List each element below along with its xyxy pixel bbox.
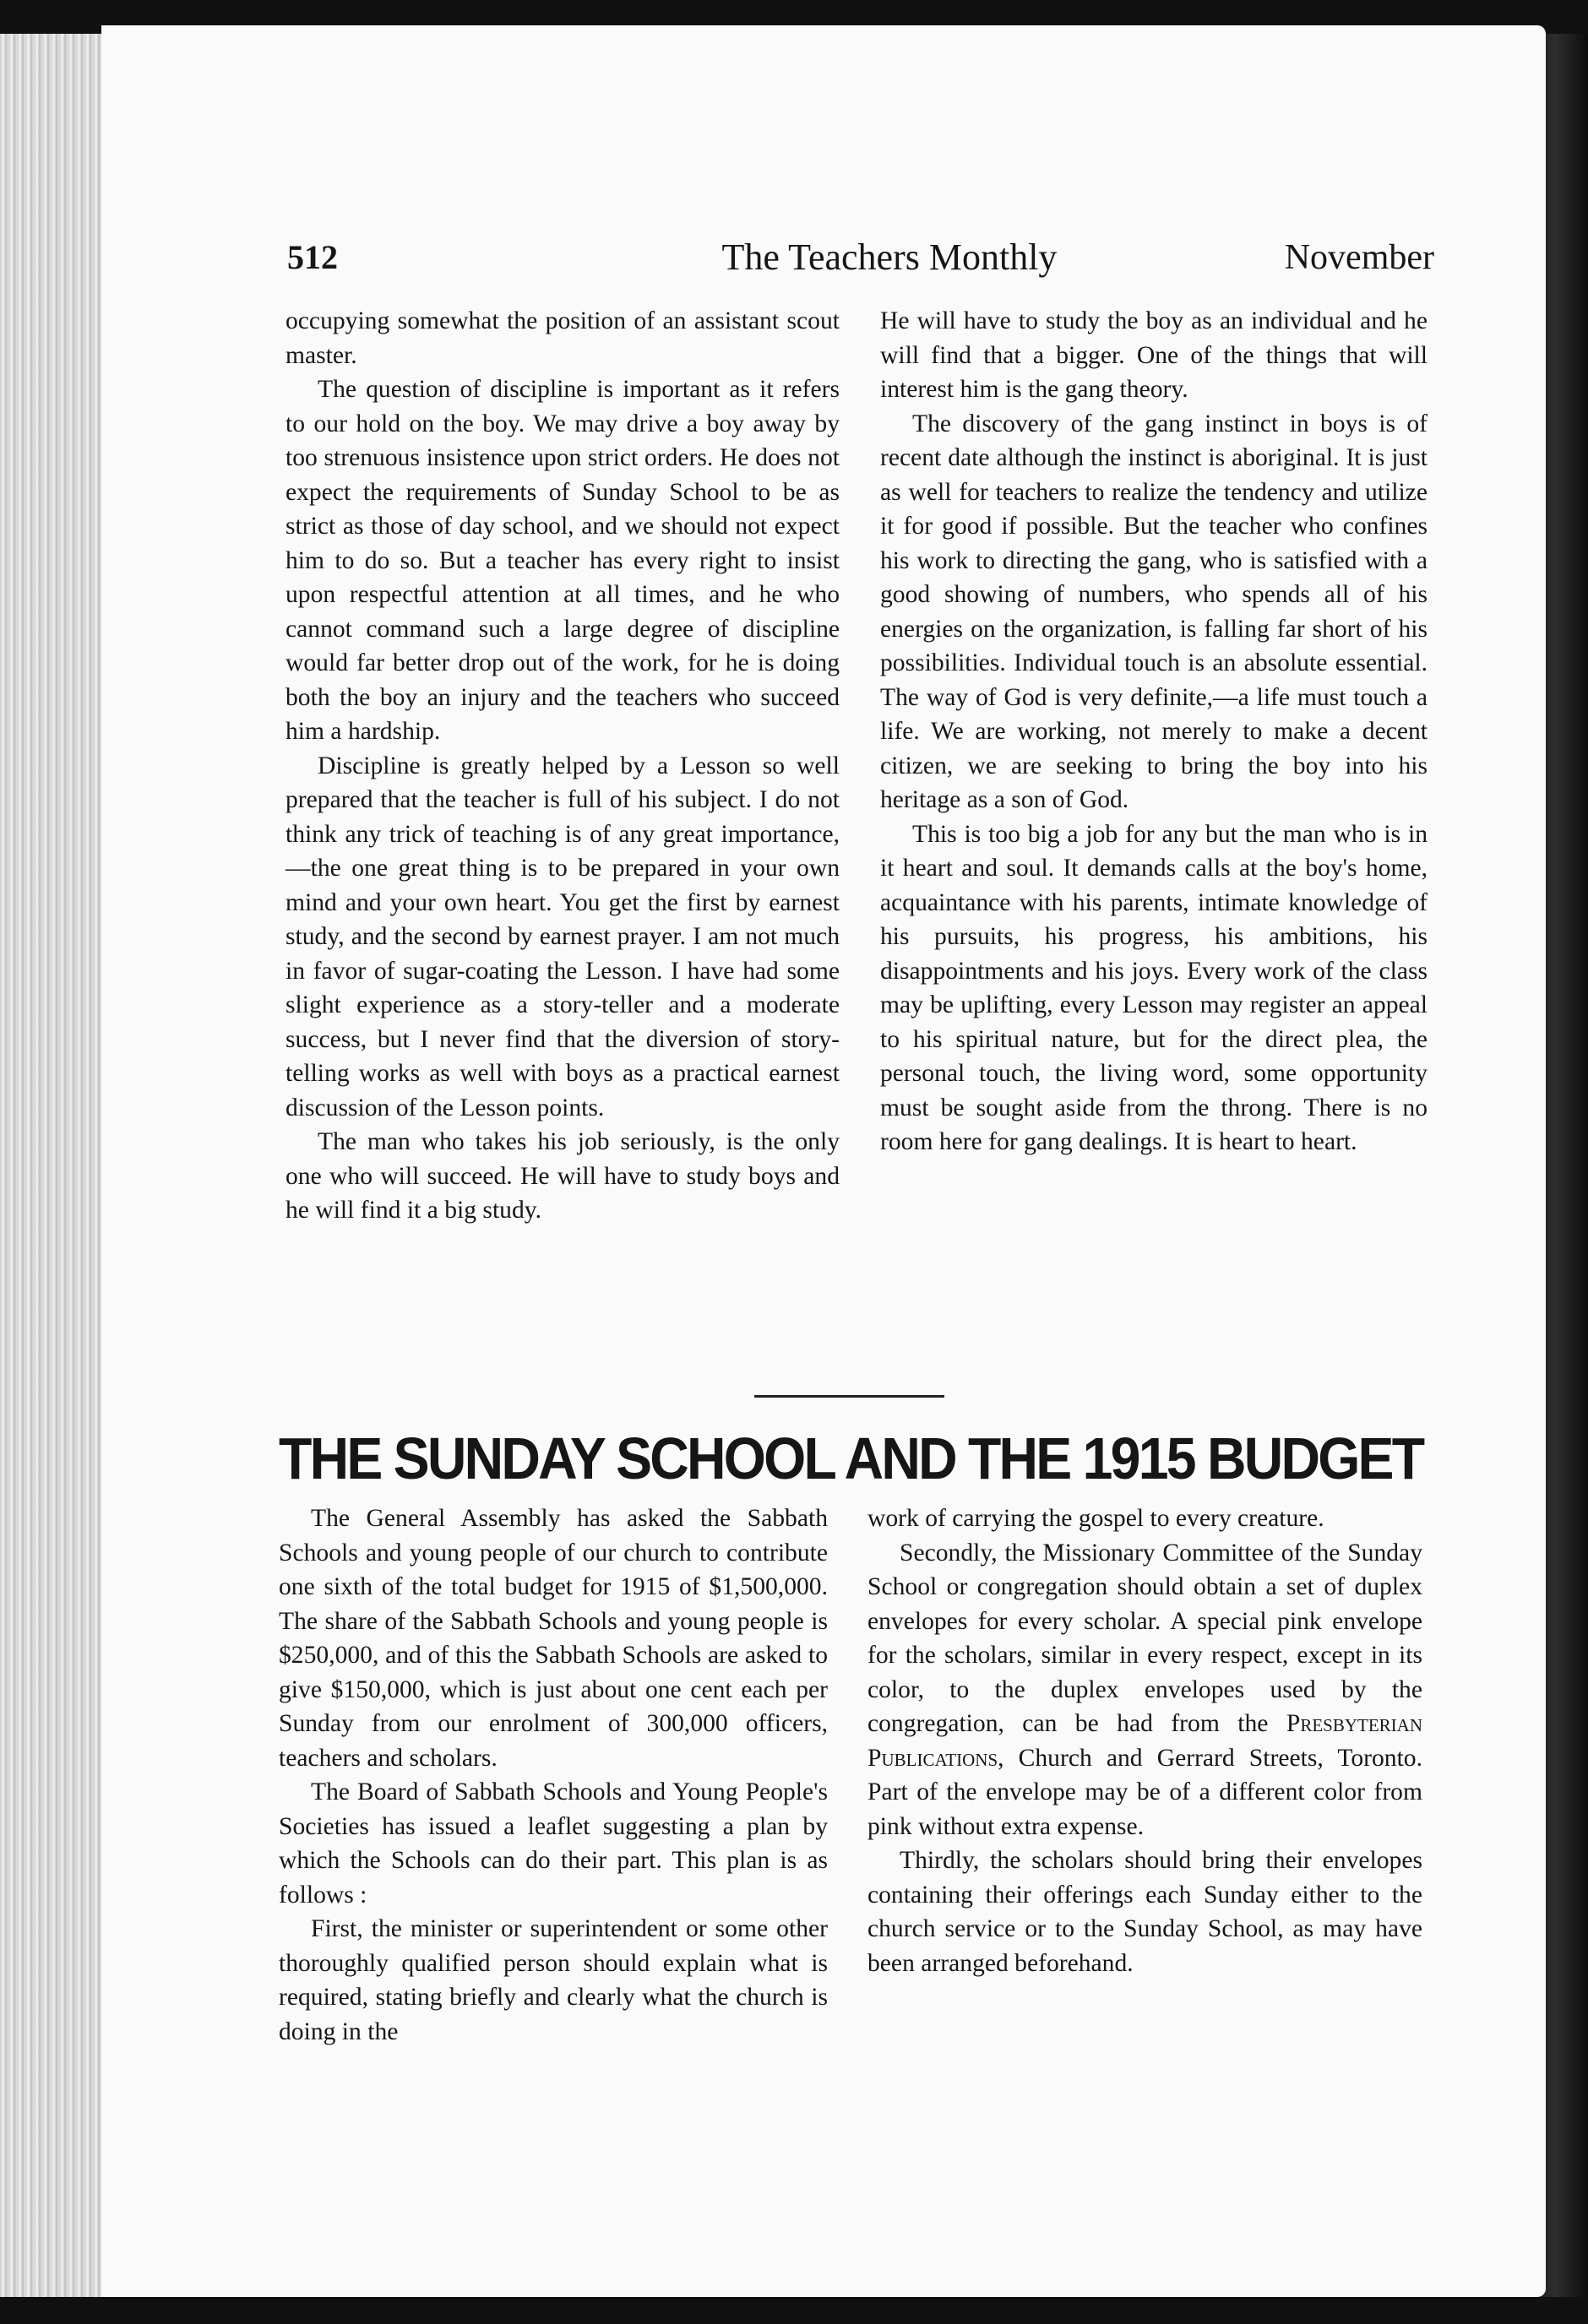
paragraph: First, the minister or superintendent or some other thoroughly qualified person should explain what is required, stating briefly and clearly what the church is doing in the	[279, 1915, 828, 2045]
paragraph: The Board of Sabbath Schools and Young People's Societies has issued a leaflet suggesting a plan by which the Schools can do their part. This plan is as follows :	[279, 1778, 828, 1909]
article-headline: THE SUNDAY SCHOOL AND THE 1915 BUDGET	[279, 1425, 1423, 1491]
page-number: 512	[287, 238, 338, 276]
paragraph: work of carrying the gospel to every creature.	[867, 1505, 1324, 1532]
paragraph-text: , Church and Gerrard Streets, Toronto. Part of the envelope may be of a different color from pink without extra expense.	[867, 1744, 1422, 1840]
lower-article-right-column	[867, 1501, 1422, 1980]
journal-title: The Teachers Monthly	[721, 236, 1058, 278]
paragraph-text: Secondly, the Missionary Committee of the Sunday School or congregation should obtain a set of duplex envelopes for every scholar. A special pink envelope for the scholars, similar in every respect, except in its color, to the duplex envelopes used by the congregation, can be had from the	[867, 1539, 1422, 1737]
section-divider-rule	[754, 1395, 944, 1398]
scanner-bottom-edge	[0, 2297, 1588, 2324]
issue-month: November	[1284, 238, 1434, 277]
paragraph: Thirdly, the scholars should bring their envelopes containing their offerings each Sunday either to the church service or to the Sunday School, as may have been arranged beforehand.	[867, 1847, 1422, 1977]
publisher-name: Presbyterian Publications	[867, 1710, 1422, 1772]
upper-article-right-column	[880, 304, 1428, 1159]
running-head	[286, 232, 1434, 283]
upper-article-left-column	[286, 304, 840, 1228]
paragraph: He will have to study the boy as an individual and he will find that a bigger. One of the things that will interest him is the gang theory.	[880, 307, 1428, 403]
paragraph: The General Assembly has asked the Sabbath Schools and young people of our church to contribute one sixth of the total budget for 1915 of $1,500,000. The share of the Sabbath Schools and young people is $250,000, and of this the Sabbath Schools are asked to give $150,000, which is just about one cent each per Sunday from our enrolment of 300,000 officers, teachers and scholars.	[279, 1505, 828, 1772]
paragraph: occupying somewhat the position of an assistant scout master.	[286, 307, 840, 369]
paragraph	[867, 1536, 1422, 1844]
paragraph: The discovery of the gang instinct in boys is of recent date although the instinct is aboriginal. It is just as well for teachers to realize the tendency and utilize it for good if possible. But the teacher who confines his work to directing the gang, who is satisfied with a good showing of numbers, who spends all of his energies on the organization, is falling far short of his possibilities. Individual touch is an absolute essential. The way of God is very definite,—a life must touch a life. We are working, not merely to make a decent citizen, we are seeking to bring the boy into his heritage as a son of God.	[880, 410, 1428, 813]
lower-article-left-column	[279, 1501, 828, 2049]
paragraph: Discipline is greatly helped by a Lesson so well prepared that the teacher is full of his subject. I do not think any trick of teaching is of any great importance,—the one great thing is to be prepared in your own mind and your own heart. You get the first by earnest study, and the second by earnest prayer. I am not much in favor of sugar-coating the Lesson. I have had some slight experience as a story-teller and a moderate success, but I never find that the diversion of story-telling works as well with boys as a practical earnest discussion of the Lesson points.	[286, 752, 840, 1121]
paragraph: The question of discipline is important as it refers to our hold on the boy. We may drive a boy away by too strenuous insistence upon strict orders. He does not expect the requirements of Sunday School to be as strict as those of day school, and we should not expect him to do so. But a teacher has every right to insist upon respectful attention at all times, and he who cannot command such a large degree of discipline would far better drop out of the work, for he is doing both the boy an injury and the teachers who succeed him a hardship.	[286, 376, 840, 745]
paragraph: The man who takes his job seriously, is the only one who will succeed. He will have to study boys and he will find it a big study.	[286, 1128, 840, 1224]
paragraph: This is too big a job for any but the man who is in it heart and soul. It demands calls at the boy's home, acquaintance with his parents, intimate knowledge of his pursuits, his progress, his ambitions, his disappointments and his joys. Every work of the class may be uplifting, every Lesson may register an appeal to his spiritual nature, but for the direct plea, the personal touch, the living word, some opportunity must be sought aside from the throng. There is no room here for gang dealings. It is heart to heart.	[880, 820, 1428, 1155]
